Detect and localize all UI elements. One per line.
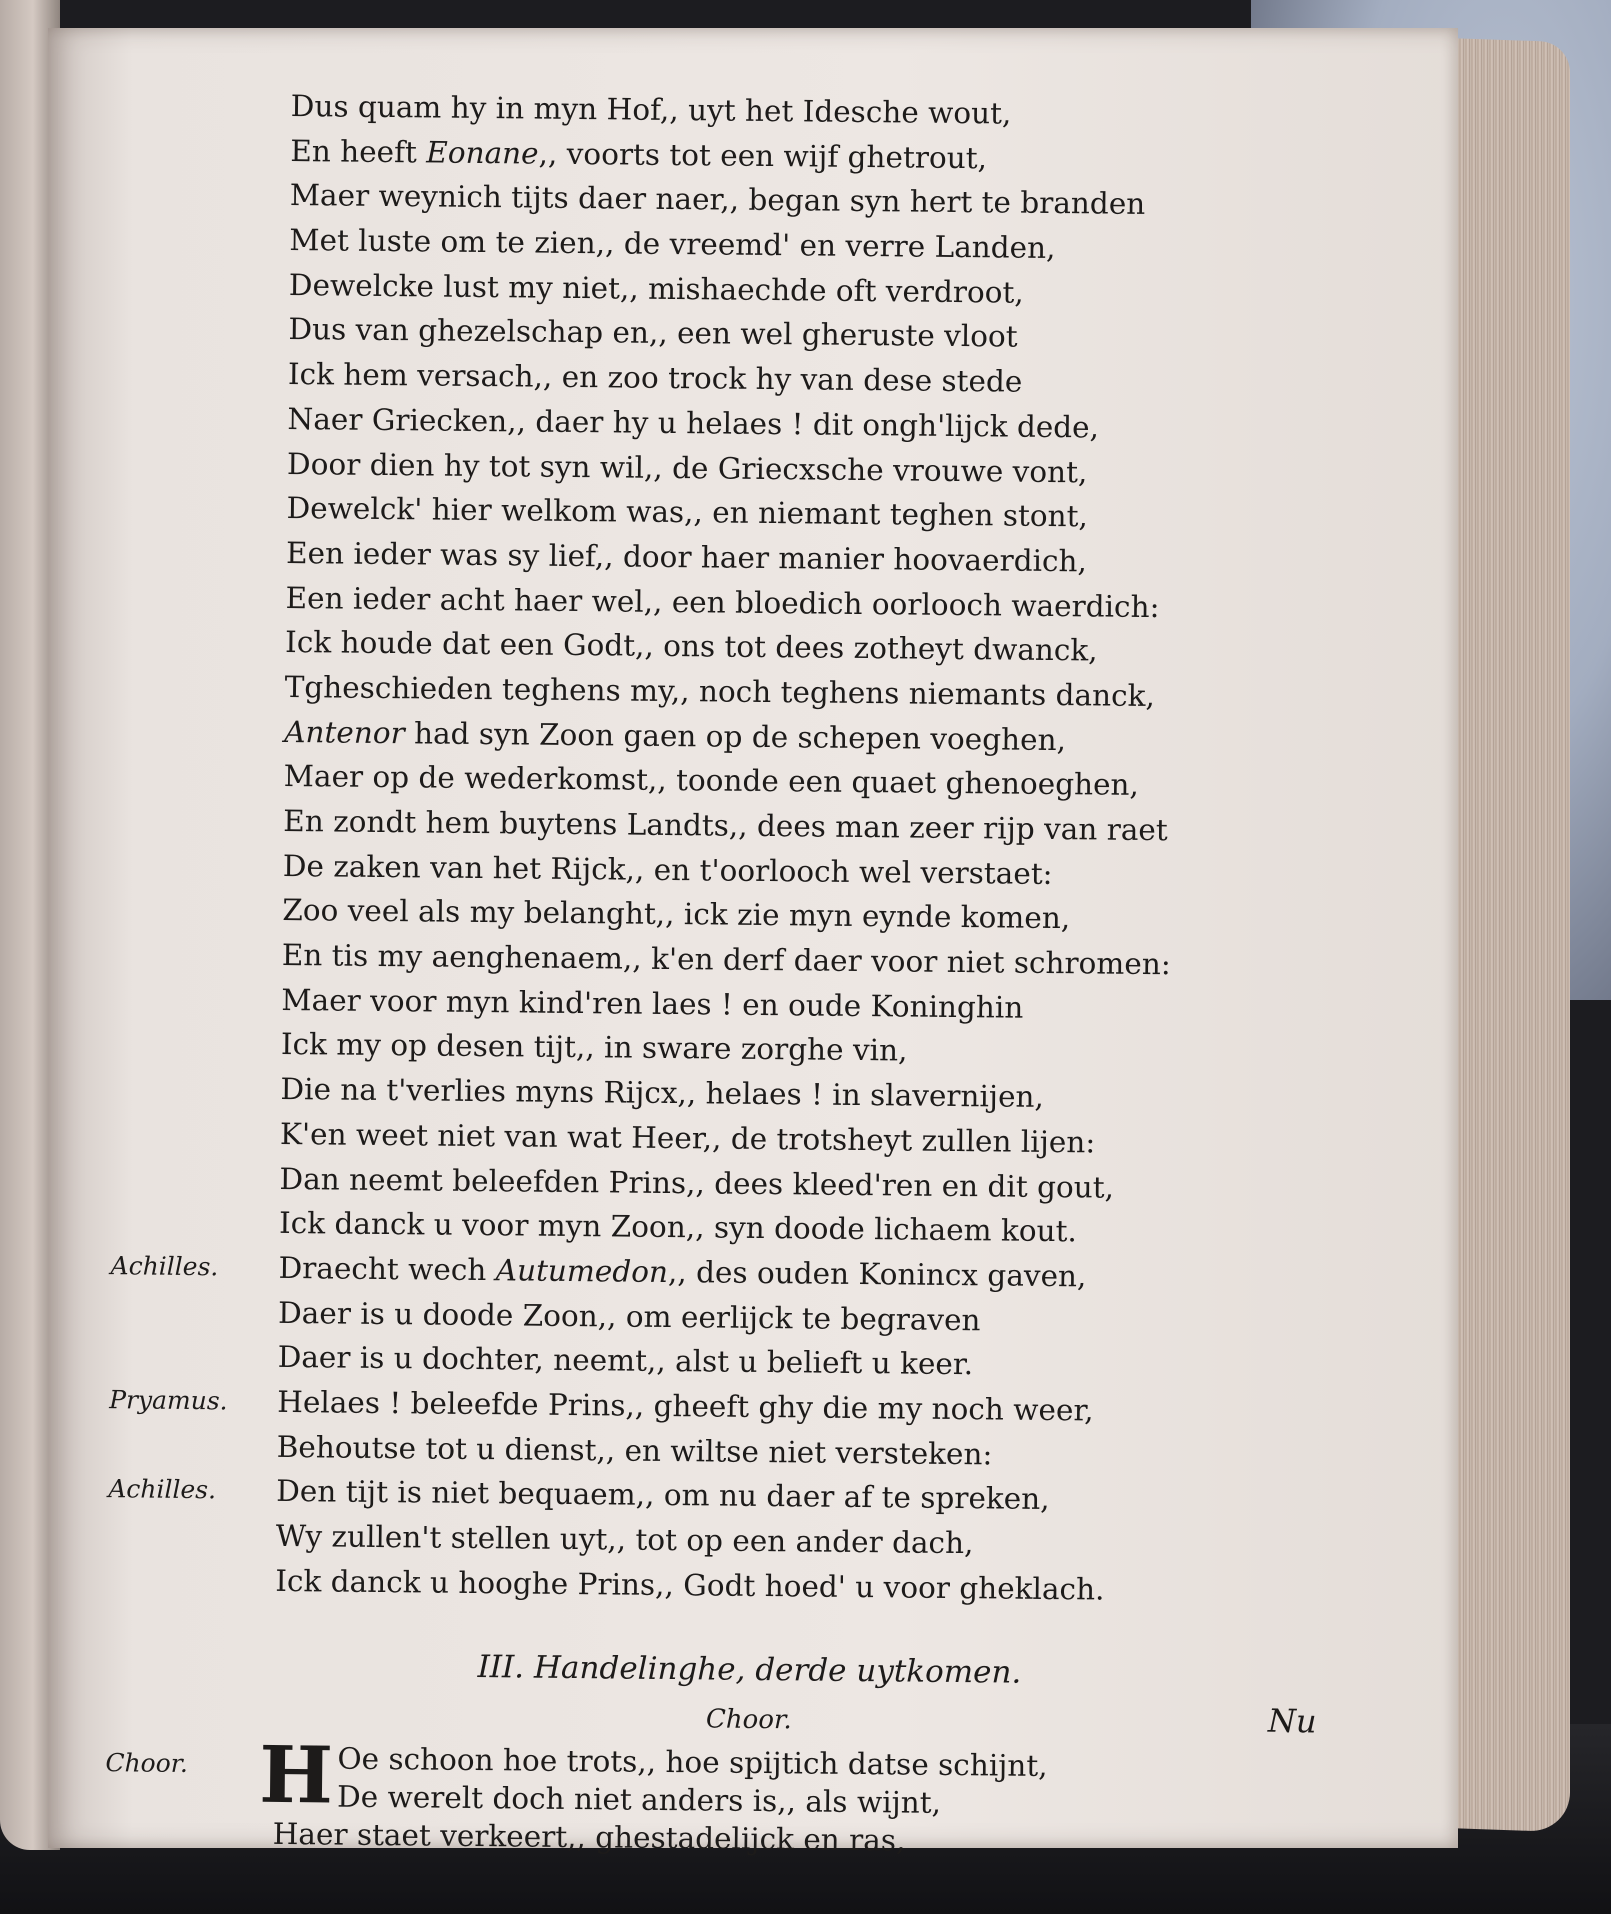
chorus-line: Haer staet verkeert,, ghestadelijck en ras, xyxy=(272,1817,906,1858)
italic-name: Eonane xyxy=(426,135,539,171)
verse-text: Door dien hy tot syn wil,, de Griecxsche vrouwe vont, xyxy=(286,446,1088,489)
verse-text: Dus quam hy in myn Hof,, uyt het Idesche wout, xyxy=(290,88,1012,131)
verse-block xyxy=(105,84,1400,1865)
chorus-heading: Choor. xyxy=(705,1704,792,1736)
verse-text: Die na t'verlies myns Rijcx,, helaes ! in slavernijen, xyxy=(280,1072,1045,1115)
verse-text: Ick houde dat een Godt,, ons tot dees zotheyt dwanck, xyxy=(284,625,1098,668)
verse-text: Maer op de wederkomst,, toonde een quaet ghenoeghen, xyxy=(283,759,1140,803)
speaker-label: Choor. xyxy=(105,1748,189,1779)
verse-text: Dus van ghezelschap en,, een wel gheruste vloot xyxy=(288,312,1018,355)
verse-text: K'en weet niet van wat Heer,, de trotsheyt zullen lijen: xyxy=(279,1116,1096,1160)
verse-text: Maer weynich tijts daer naer,, began syn hert te branden xyxy=(289,178,1146,222)
verse-text: Tgheschieden teghens my,, noch teghens niemants danck, xyxy=(284,669,1156,714)
verse-text: Ick danck u voor myn Zoon,, syn doode lichaem kout. xyxy=(278,1206,1078,1249)
catchword: Nu xyxy=(1267,1701,1317,1741)
verse-text: Helaes ! beleefde Prins,, gheeft ghy die my noch weer, xyxy=(277,1384,1094,1428)
verse-text: Daer is u dochter, neemt,, alst u belieft u keer. xyxy=(277,1340,974,1382)
verse-text: Den tijt is niet bequaem,, om nu daer af te spreken, xyxy=(276,1474,1050,1517)
verse-text: Naer Griecken,, daer hy u helaes ! dit ongh'lijck dede, xyxy=(287,401,1100,445)
verse-text: Dan neemt beleefden Prins,, dees kleed'ren en dit gout, xyxy=(279,1161,1115,1205)
chorus-line: Oe schoon hoe trots,, hoe spijtich datse schijnt, xyxy=(337,1741,1048,1784)
page-block-edges xyxy=(1440,38,1570,1833)
verse-text: ,, des ouden Konincx gaven, xyxy=(667,1254,1087,1294)
verse-text: Behoutse tot u dienst,, en wiltse niet versteken: xyxy=(276,1429,993,1472)
italic-name: Antenor xyxy=(284,714,405,750)
drop-cap: H xyxy=(258,1730,334,1822)
verse-text: De zaken van het Rijck,, en t'oorlooch wel verstaet: xyxy=(282,848,1053,891)
speaker-label: Achilles. xyxy=(108,1474,217,1505)
speaker-label: Pryamus. xyxy=(109,1385,228,1416)
verse-text: En zondt hem buytens Landts,, dees man zeer rijp van raet xyxy=(283,803,1168,848)
verse-text: Wy zullen't stellen uyt,, tot op een ander dach, xyxy=(275,1518,974,1561)
verse-text: Maer voor myn kind'ren laes ! en oude Koninghin xyxy=(281,982,1024,1025)
verse-text: Ick hem versach,, en zoo trock hy van dese stede xyxy=(287,357,1023,399)
chorus-line: De werelt doch niet anders is,, als wijnt, xyxy=(336,1779,942,1821)
chorus-block xyxy=(105,1730,1383,1865)
verse-text: Zoo veel als my belanght,, ick zie myn eynde komen, xyxy=(282,893,1071,936)
verse-text: ,, voorts tot een wijf ghetrout, xyxy=(538,136,988,175)
speaker-label: Achilles. xyxy=(110,1251,219,1282)
verse-text: Dewelck' hier welkom was,, en niemant teghen stont, xyxy=(286,491,1088,534)
verse-text: En tis my aenghenaem,, k'en derf daer voor niet schromen: xyxy=(281,938,1171,982)
verse-text: had syn Zoon gaen op de schepen voeghen, xyxy=(404,715,1067,757)
verse-text: Ick my op desen tijt,, in sware zorghe vin, xyxy=(280,1027,908,1068)
verse-text: Dewelcke lust my niet,, mishaechde oft verdroot, xyxy=(288,267,1024,310)
verse-text: Ick danck u hooghe Prins,, Godt hoed' u voor gheklach. xyxy=(275,1563,1105,1607)
verse-text: Draecht wech xyxy=(278,1250,496,1288)
act-heading: III. Handelinghe, derde uytkomen. xyxy=(477,1649,1022,1692)
verse-text: Een ieder acht haer wel,, een bloedich oorlooch waerdich: xyxy=(285,580,1160,624)
verse-text: Met luste om te zien,, de vreemd' en verre Landen, xyxy=(289,223,1056,266)
verse-text: Een ieder was sy lief,, door haer manier hoovaerdich, xyxy=(285,535,1088,579)
verse-text: Daer is u doode Zoon,, om eerlijck te begraven xyxy=(277,1295,981,1337)
italic-name: Autumedon xyxy=(495,1253,669,1289)
verse-text: En heeft xyxy=(290,133,427,170)
